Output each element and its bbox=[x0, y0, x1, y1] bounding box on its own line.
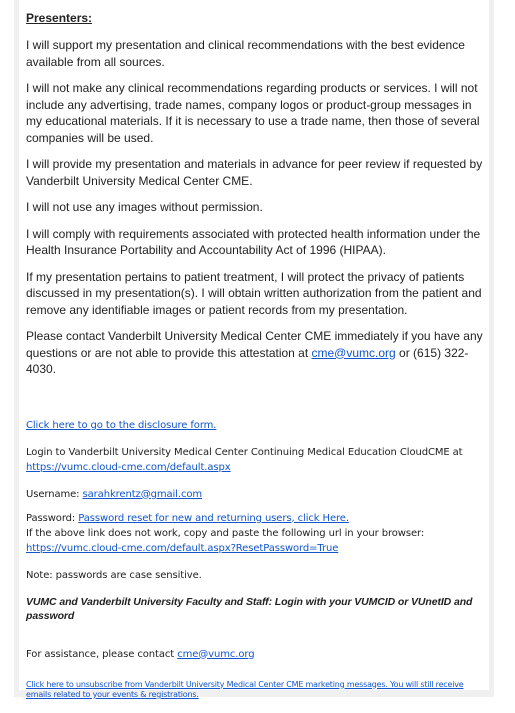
username-value-link[interactable]: sarahkrentz@gmail.com bbox=[82, 488, 202, 500]
password-note: Note: passwords are case sensitive. bbox=[26, 569, 202, 581]
paragraph-no-recommendations: I will not make any clinical recommendations regarding products or services. I will not include any advertising, trade names, company logos or product-group messages in my educational materials. If it is necessary to use a trade name, then those of several companies will be used. bbox=[26, 81, 480, 145]
email-body bbox=[19, 0, 489, 699]
username-row bbox=[26, 487, 488, 502]
paragraph-images: I will not use any images without permission. bbox=[26, 200, 263, 214]
assistance-email-link[interactable]: cme@vumc.org bbox=[177, 648, 255, 660]
password-label: Password: bbox=[26, 512, 79, 524]
paragraph-patient-privacy: If my presentation pertains to patient treatment, I will protect the privacy of patients discussed in my presentation(s). I will obtain written authorization from the patient and remove any identifiable images or patient records from my presentation. bbox=[26, 269, 482, 317]
contact-email-link[interactable]: cme@vumc.org bbox=[311, 345, 396, 360]
contact-phone: or (615) 322-4030. bbox=[26, 345, 469, 376]
disclosure-form-link[interactable]: Click here to go to the disclosure form. bbox=[26, 419, 217, 431]
assistance-text: For assistance, please contact bbox=[26, 648, 178, 660]
login-block bbox=[26, 445, 488, 475]
password-block bbox=[26, 511, 488, 556]
paragraph-evidence: I will support my presentation and clinical recommendations with the best evidence available from all sources. bbox=[26, 38, 465, 69]
spacer bbox=[26, 388, 489, 418]
presenters-heading: Presenters: bbox=[26, 11, 93, 25]
password-reset-url-link[interactable]: https://vumc.cloud-cme.com/default.aspx?ResetPassword=True bbox=[26, 542, 339, 554]
unsubscribe-link[interactable]: Click here to unsubscribe from Vanderbilt University Medical Center CME marketing messages. You will still receive emails related to your events & registrations. bbox=[26, 679, 464, 699]
vumc-login-notice: VUMC and Vanderbilt University Faculty and Staff: Login with your VUMCID or VUnetID and password bbox=[26, 595, 473, 622]
password-reset-link[interactable]: Password reset for new and returning users, click Here. bbox=[78, 512, 349, 524]
paragraph-peer-review: I will provide my presentation and materials in advance for peer review if requested by Vanderbilt University Medical Center CME. bbox=[26, 157, 483, 188]
contact-text: Please contact Vanderbilt University Medical Center CME immediately if you have any questions or are not able to provide this attestation at bbox=[26, 329, 483, 360]
unsubscribe-block bbox=[26, 680, 486, 701]
login-url-link[interactable]: https://vumc.cloud-cme.com/default.aspx bbox=[26, 461, 231, 473]
login-text: Login to Vanderbilt University Medical Center Continuing Medical Education CloudCME at bbox=[26, 446, 463, 458]
paragraph-contact bbox=[26, 328, 486, 378]
disclosure-block bbox=[26, 418, 488, 433]
password-fallback-text: If the above link does not work, copy and paste the following url in your browser: bbox=[26, 527, 425, 539]
assistance-row bbox=[26, 647, 488, 662]
paragraph-hipaa: I will comply with requirements associated with protected health information under the Health Insurance Portability and Accountability Act of 1996 (HIPAA). bbox=[26, 226, 481, 257]
username-label: Username: bbox=[26, 488, 83, 500]
